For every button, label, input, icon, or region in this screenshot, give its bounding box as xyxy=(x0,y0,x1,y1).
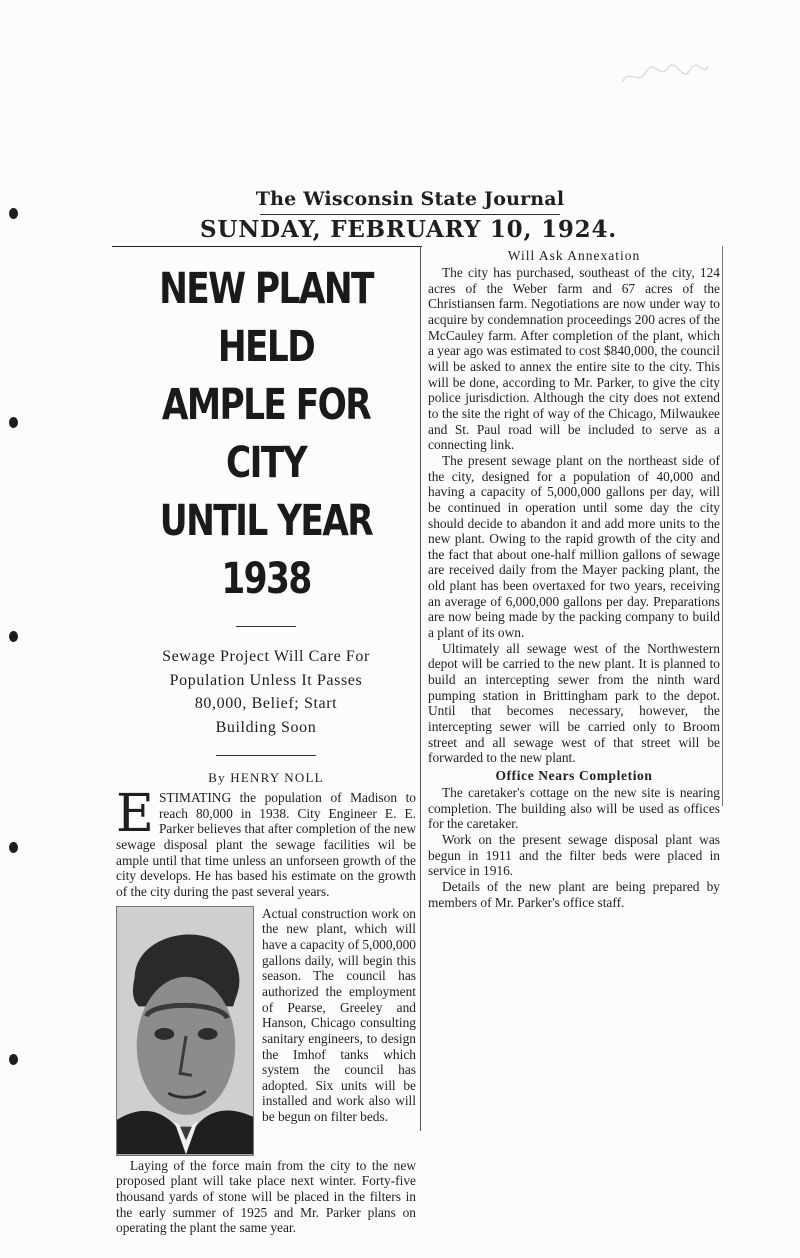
deck-rule xyxy=(236,626,296,627)
lead-text: STIMATING the population of Madison to reach 80,000 in 1938. City Engineer E. E. Parker believes that after completion of the new sewage disposal plant the sewage facilities wil be ample until that time unless an unforseen growth of the city develops. He has based his estimate on the growth of the city during the past several years. xyxy=(116,790,416,899)
pencil-mark-icon xyxy=(620,60,710,90)
column-right-edge xyxy=(722,246,723,806)
subhead-annexation: Will Ask Annexation xyxy=(507,248,641,263)
binding-hole xyxy=(9,417,18,428)
body-paragraph: Work on the present sewage disposal plant was begun in 1911 and the filter beds were placed in service in 1916. xyxy=(428,831,720,879)
photo-wrap-paragraph: Actual construction work on the new plant, which will have a capacity of 5,000,000 gallons daily, will begin this season. The council has authorized the employment of Pearse, Greeley and Hanson, Chicago consulting sanitary engineers, to design the Imhof tanks which system the council has adopted. Six units will be installed and work also will be begun on filter beds. xyxy=(262,905,416,1125)
portrait-photo xyxy=(116,906,254,1156)
binding-hole xyxy=(9,208,18,219)
subhead-office: Office Nears Completion xyxy=(495,768,653,783)
headline: NEW PLANT HELD AMPLE FOR CITY UNTIL YEAR 1938 xyxy=(159,264,373,604)
binding-hole xyxy=(9,1054,18,1065)
byline-rule xyxy=(216,755,316,756)
right-column xyxy=(428,246,720,910)
photo-block xyxy=(116,906,416,1158)
body-paragraph: The caretaker's cottage on the new site is nearing completion. The building also will be used as offices for the caretaker. xyxy=(428,785,720,832)
lead-paragraph xyxy=(116,784,416,900)
byline: By HENRY NOLL xyxy=(208,770,324,785)
left-column xyxy=(116,246,416,1236)
dateline: SUNDAY, FEBRUARY 10, 1924. xyxy=(200,216,618,243)
deck: Sewage Project Will Care For Population Unless It Passes 80,000, Belief; Start Building Soon xyxy=(162,648,370,736)
masthead-rule xyxy=(260,214,560,215)
body-paragraph: The present sewage plant on the northeast side of the city, designed for a population of 40,000 and having a capacity of 5,000,000 gallons per day, will be continued in operation until some day the city should decide to abandon it and add more units to the new plant. Owing to the rapid growth of the city and the fact that about one-half million gallons of sewage are received daily from the Mayer packing plant, the old plant has been overtaxed for two years, receiving an average of 6,000,000 gallons per day. Preparations are now being made by the packing company to build a plant of its own. xyxy=(428,452,720,641)
right-body xyxy=(428,265,720,766)
right-body-2 xyxy=(428,785,720,910)
column-divider xyxy=(420,246,421,1131)
binding-hole xyxy=(9,842,18,853)
portrait-icon xyxy=(117,907,253,1155)
left-body xyxy=(116,1158,416,1236)
body-paragraph: Ultimately all sewage west of the Northwestern depot will be carried to the new plant. It is planned to build an intercepting sewer from the ninth ward pumping station in Brittingham park to the depot. Until that becomes necessary, however, the intercepting sewer will be carried only to Broom street and all sewage west of that street will be forwarded to the new plant. xyxy=(428,640,720,766)
drop-cap: E xyxy=(116,784,154,844)
body-paragraph: Details of the new plant are being prepared by members of Mr. Parker's office staff. xyxy=(428,878,720,910)
masthead: The Wisconsin State Journal xyxy=(255,188,565,210)
body-paragraph: Laying of the force main from the city to the new proposed plant will take place next winter. Forty-five thousand yards of stone will be placed in the filters in the early summer of 1925 and Mr. Parker plans on operating the plant the same year. xyxy=(116,1157,416,1236)
binding-hole xyxy=(9,631,18,642)
body-paragraph: The city has purchased, southeast of the city, 124 acres of the Weber farm and 67 acres of the Christiansen farm. Negotiations are now under way to acquire by condemnation proceedings 200 acres of the McCauley farm. After completion of the plant, which a year ago was estimated to cost $840,000, the council will be asked to annex the entire site to the city. This will be done, according to Mr. Parker, to give the city police jurisdiction. Although the city does not extend to the site the right of way of the Chicago, Milwaukee and St. Paul road will be included to serve as a connecting link. xyxy=(428,265,720,453)
